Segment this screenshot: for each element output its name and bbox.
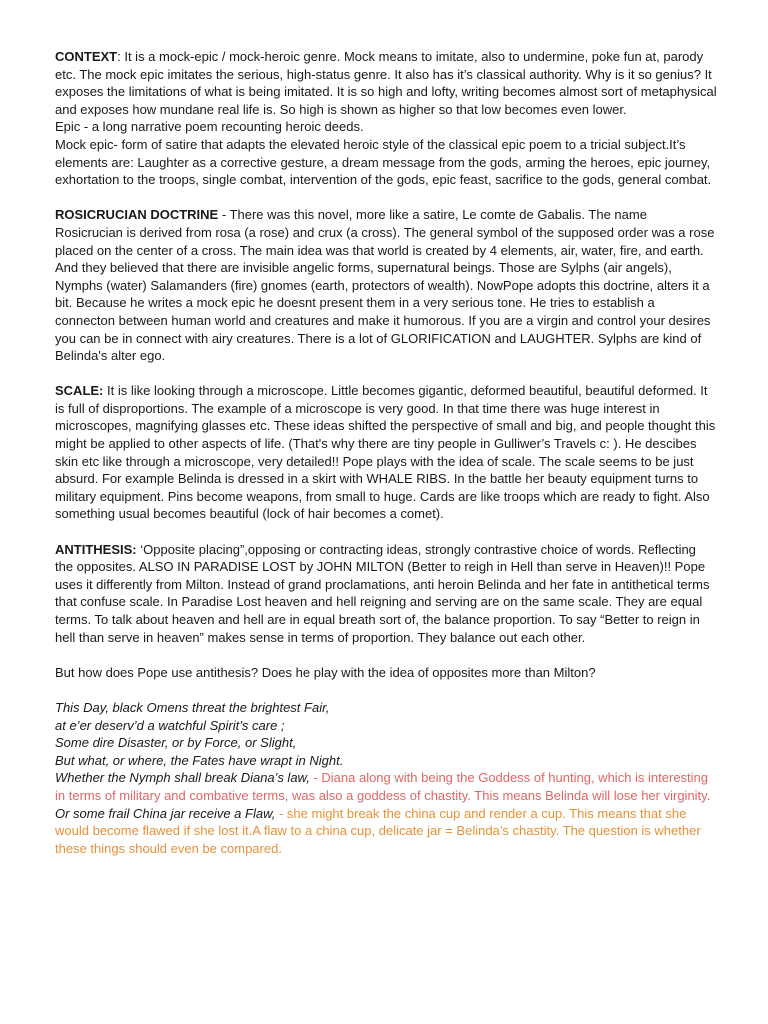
scale-body: It is like looking through a microscope. Little becomes gigantic, deformed beautiful, beautiful deformed. It is full of disproportions. The example of a microscope is very good. In that time there was huge interest in microscopes, magnifying glasses etc. These ideas shifted the perspective of small and big, and people thought this might be applied to other aspects of life. (That's why there are tiny people in Gulliwer’s Travels c: ). He descibes skin etc like through a microscope, very detailed!! Pope plays with the idea of scale. The scale seems to be just absurd. For example Belinda is dressed in a skirt with WHALE RIBS. In the battle her beauty equipment turns to military equipment. Pins become weapons, from small to huge. Cards are like troops which are ready to fight. Also something usual becomes beautiful (lock of hair becomes a comet).	[55, 383, 716, 522]
context-paragraph	[55, 48, 717, 118]
context-heading: CONTEXT	[55, 49, 118, 64]
epic-definition: Epic - a long narrative poem recounting heroic deeds.	[55, 119, 364, 135]
rosicrucian-heading: ROSICRUCIAN DOCTRINE	[55, 207, 219, 223]
poem-line: This Day, black Omens threat the brightest Fair,	[55, 699, 330, 715]
question-paragraph: But how does Pope use antithesis? Does he play with the idea of opposites more than Milton?	[55, 664, 596, 680]
spacer	[55, 189, 717, 207]
spacer	[55, 523, 717, 541]
poem-line: Some dire Disaster, or by Force, or Slight,	[55, 735, 297, 751]
spacer	[55, 646, 717, 664]
poem-line-text: Whether the Nymph shall break Diana’s law,	[55, 770, 310, 786]
rosicrucian-paragraph	[55, 206, 717, 364]
poem-line: at e’er deserv’d a watchful Spirit’s care ;	[55, 717, 285, 733]
document-page	[55, 48, 717, 857]
context-body: : It is a mock-epic / mock-heroic genre. Mock means to imitate, also to undermine, poke fun at, parody etc. The mock epic imitates the serious, high-status genre. It also has it’s classical authority. Why is it so genius? It exposes the limitations of what is being imitated. It is so high and lofty, writing becomes almost sort of metaphysical and exposes how mundane real life is. So high is shown as higher so that low becomes even lower.	[55, 49, 717, 117]
scale-paragraph	[55, 382, 717, 523]
antithesis-paragraph	[55, 541, 717, 647]
scale-heading: SCALE:	[55, 383, 104, 399]
spacer	[55, 681, 717, 699]
antithesis-body: ‘Opposite placing”,opposing or contracting ideas, strongly contrastive choice of words. Reflecting the opposites. ALSO IN PARADISE LOST by JOHN MILTON (Better to reigh in Hell than serve in Heaven)!! Pope uses it differently from Milton. Instead of grand proclamations, anti heroin Belinda and her fate in antithetical terms that confuse scale. In Paradise Lost heaven and hell reigning and serving are on the same scale. They are equal terms. To talk about heaven and hell are in equal breath sort of, the balance proportion. To say “Better to reign in hell than serve in heaven” makes sense in terms of proportion. They balance out each other.	[55, 541, 710, 645]
rosicrucian-body: - There was this novel, more like a satire, Le comte de Gabalis. The name Rosicrucian is derived from rosa (a rose) and crux (a cross). The general symbol of the supposed order was a rose placed on the center of a cross. The main idea was that world is created by 4 elements, air, water, fire, and earth. And they believed that there are invisible angelic forms, supernatural beings. Those are Sylphs (air angels), Nymphs (water) Salamanders (fire) gnomes (earth, protectors of wealth). NowPope adopts this doctrine, alters it a bit. Because he writes a mock epic he doesnt present them in a very serious tone. He tries to establish a connecton between human world and creatures and make it humorous. If you are a virgin and control your desires you can be in connect with airy creatures. There is a lot of GLORIFICATION and LAUGHTER. Sylphs are kind of Belinda's alter ego.	[55, 207, 715, 364]
poem-line-annotated	[55, 769, 717, 804]
poem-line-annotated	[55, 805, 717, 858]
annotation-orange: - she might break the china cup and render a cup. This means that she would become flawed if she lost it.A flaw to a china cup, delicate jar = Belinda’s chastity. The question is whether these things should even be compared.	[55, 805, 701, 856]
mock-epic-definition: Mock epic- form of satire that adapts the elevated heroic style of the classical epic poem to a tricial subject.It’s elements are: Laughter as a corrective gesture, a dream message from the gods, arming the heroes, epic journey, exhortation to the troops, single combat, intervention of the gods, epic feast, sacrifice to the gods, general combat.	[55, 136, 712, 188]
annotation-red: - Diana along with being the Goddess of hunting, which is interesting in terms of military and combative terms, was also a goddess of chastity. This means Belinda will lose her virginity.	[55, 770, 711, 803]
antithesis-heading: ANTITHESIS:	[55, 541, 137, 557]
spacer	[55, 365, 717, 383]
poem-line-text: Or some frail China jar receive a Flaw,	[55, 805, 276, 821]
poem-excerpt	[55, 699, 717, 857]
poem-line: But what, or where, the Fates have wrapt in Night.	[55, 752, 344, 768]
